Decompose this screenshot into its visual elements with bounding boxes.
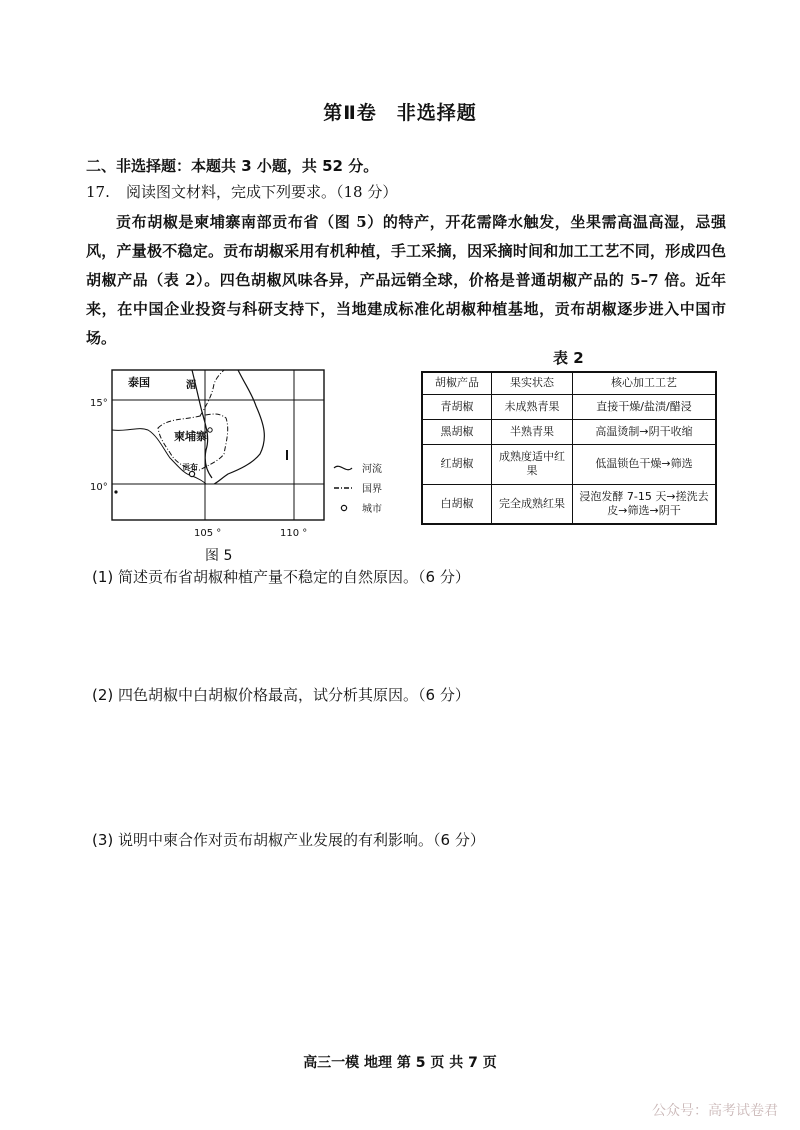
table-row [422,419,716,444]
map-lat-label-10: 10° [90,482,108,493]
table-cell: 红胡椒 [422,444,492,484]
table-cell: 完全成熟红果 [492,484,573,524]
table-cell: 直接干燥/盐渍/醋浸 [573,394,717,419]
table-cell: 青胡椒 [422,394,492,419]
section-heading: 二、非选择题：本题共 3 小题，共 52 分。 [86,157,379,175]
legend-border-label: 国界 [362,484,382,495]
map-island-small [114,490,117,493]
table-row [422,484,716,524]
question-17-header [86,181,397,202]
table-2 [421,371,717,525]
map-city-kampot [189,471,194,476]
map-frame [112,370,324,520]
legend-city-icon [341,505,346,510]
table-cell: 高温烫制→阴干收缩 [573,419,717,444]
legend-river-label: 河流 [362,464,382,475]
page-title: 第Ⅱ卷 非选择题 [323,102,477,124]
map-label-thailand: 泰国 [128,376,150,389]
table-header-product: 胡椒产品 [422,372,492,394]
question-number: 17. [86,183,110,201]
subquestion-1: (1) 简述贡布省胡椒种植产量不稳定的自然原因。（6 分） [92,568,470,586]
map-city-phnom-penh [208,428,212,432]
table-row [422,394,716,419]
table-cell: 未成熟青果 [492,394,573,419]
table-cell: 黑胡椒 [422,419,492,444]
map-figure-5 [88,366,408,542]
table-cell: 半熟青果 [492,419,573,444]
table-cell: 白胡椒 [422,484,492,524]
subquestion-2: (2) 四色胡椒中白胡椒价格最高，试分析其原因。（6 分） [92,686,470,704]
map-caption: 图 5 [205,548,233,564]
map-label-kampot: 贡布 [182,463,198,472]
table-cell: 浸泡发酵 7-15 天→搓洗去皮→筛选→阴干 [573,484,717,524]
question-prompt: 阅读图文材料，完成下列要求。（18 分） [126,183,398,201]
map-lon-label-110: 110 ° [280,528,308,539]
watermark: 公众号：高考试卷君 [652,1103,778,1119]
table-header-process: 核心加工工艺 [573,372,717,394]
table-header-state: 果实状态 [492,372,573,394]
table-cell: 成熟度适中红果 [492,444,573,484]
question-17-material: 贡布胡椒是柬埔寨南部贡布省（图 5）的特产，开花需降水触发，坐果需高温高湿，忌强风，产量极不稳定。贡布胡椒采用有机种植，手工采摘，因采摘时间和加工工艺不同，形成四色胡椒产品（表 2）。四色胡椒风味各异，产品远销全球，价格是普通胡椒产品的 5–7 倍。近年来，在中国企业投资与科研支持下，当地建成标准化胡椒种植基地，贡布胡椒逐步进入中国市场。 [86,213,726,347]
table-caption: 表 2 [553,349,584,367]
table-row [422,444,716,484]
subquestion-3: (3) 说明中柬合作对贡布胡椒产业发展的有利影响。（6 分） [92,831,485,849]
legend-city-label: 城市 [362,504,382,515]
map-label-cambodia: 柬埔寨 [174,430,207,443]
legend-river-icon [334,466,352,469]
page-footer: 高三一模 地理 第 5 页 共 7 页 [303,1055,497,1071]
table-cell: 低温锁色干燥→筛选 [573,444,717,484]
map-lat-label-15: 15° [90,398,108,409]
map-label-laos: 湄 [186,380,196,391]
map-island [286,450,288,460]
table-header-row [422,372,716,394]
map-lon-label-105: 105 ° [194,528,222,539]
